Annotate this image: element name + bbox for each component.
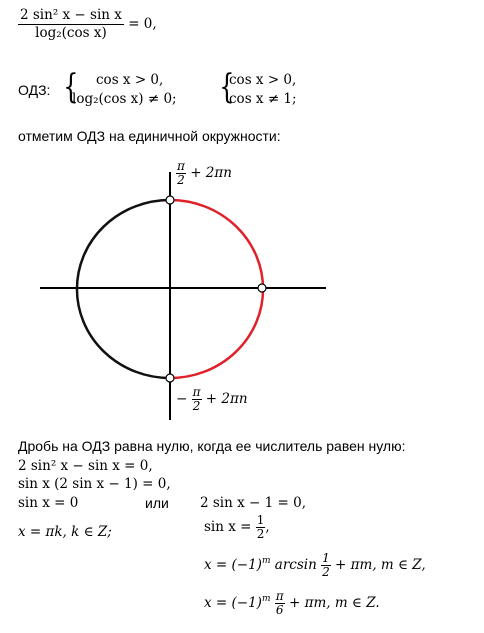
bottom-label-rest: + 2πn (205, 391, 248, 407)
final-exp: m (261, 594, 271, 604)
system1-brace: { (63, 67, 79, 107)
system2-line2: cos x ≠ 1; (229, 91, 297, 107)
system2-brace: { (219, 67, 235, 107)
bottom-label-den: 2 (192, 399, 201, 413)
gen-arc: arcsin (274, 557, 317, 573)
gen-lhs: x = (−1) (204, 557, 262, 573)
bottom-label-num: π (192, 385, 201, 399)
bottom-excluded-point (166, 374, 174, 382)
left-answer: x = πk, k ∈ Z; (18, 524, 112, 540)
sin-eq-den: 2 (256, 527, 265, 541)
or-word: или (145, 495, 169, 511)
odz-label: ОДЗ: (18, 82, 51, 98)
gen-tail: + πm, m ∈ Z, (335, 557, 426, 573)
final-tail: + πm, m ∈ Z. (288, 595, 380, 611)
top-label-den: 2 (177, 173, 185, 187)
general-solution (204, 552, 426, 579)
right-equation: 2 sin x − 1 = 0, (200, 495, 306, 511)
sin-eq-tail: , (265, 519, 270, 535)
final-num: π (275, 589, 284, 603)
final-lhs: x = (−1) (204, 595, 262, 611)
equation-denominator: log₂(cos x) (35, 25, 107, 41)
top-label-rest: + 2πn (190, 165, 232, 181)
main-equation (18, 8, 157, 41)
top-excluded-point (166, 196, 174, 204)
bottom-point-label (176, 386, 248, 413)
equation-rhs: = 0, (128, 16, 157, 32)
gen-exp: m (261, 556, 271, 566)
system1-line1: cos x > 0, (96, 72, 164, 88)
circle-caption: отметим ОДЗ на единичной окружности: (18, 128, 281, 144)
bottom-label-minus: − (176, 391, 188, 407)
equation-numerator: 2 sin² x − sin x (20, 7, 122, 23)
top-point-label (176, 160, 232, 187)
system1-line2: log₂(cos x) ≠ 0; (72, 91, 177, 107)
gen-den: 2 (322, 565, 330, 579)
system2-line1: cos x > 0, (229, 72, 297, 88)
sin-eq-num: 1 (256, 513, 265, 527)
solution-line1: 2 sin² x − sin x = 0, (18, 458, 153, 474)
solution-line2: sin x (2 sin x − 1) = 0, (18, 476, 171, 492)
final-solution (204, 590, 380, 617)
gen-num: 1 (322, 551, 330, 565)
final-den: 6 (275, 603, 284, 617)
top-label-num: π (177, 159, 185, 173)
equation-fraction (18, 8, 124, 41)
unit-circle-diagram (0, 150, 484, 420)
left-equation: sin x = 0 (18, 495, 79, 511)
sin-eq-lhs: sin x = (204, 519, 252, 535)
solution-statement: Дробь на ОДЗ равна нулю, когда ее числитель равен нулю: (18, 438, 406, 454)
sin-equation (204, 514, 270, 541)
right-excluded-point (258, 284, 266, 292)
